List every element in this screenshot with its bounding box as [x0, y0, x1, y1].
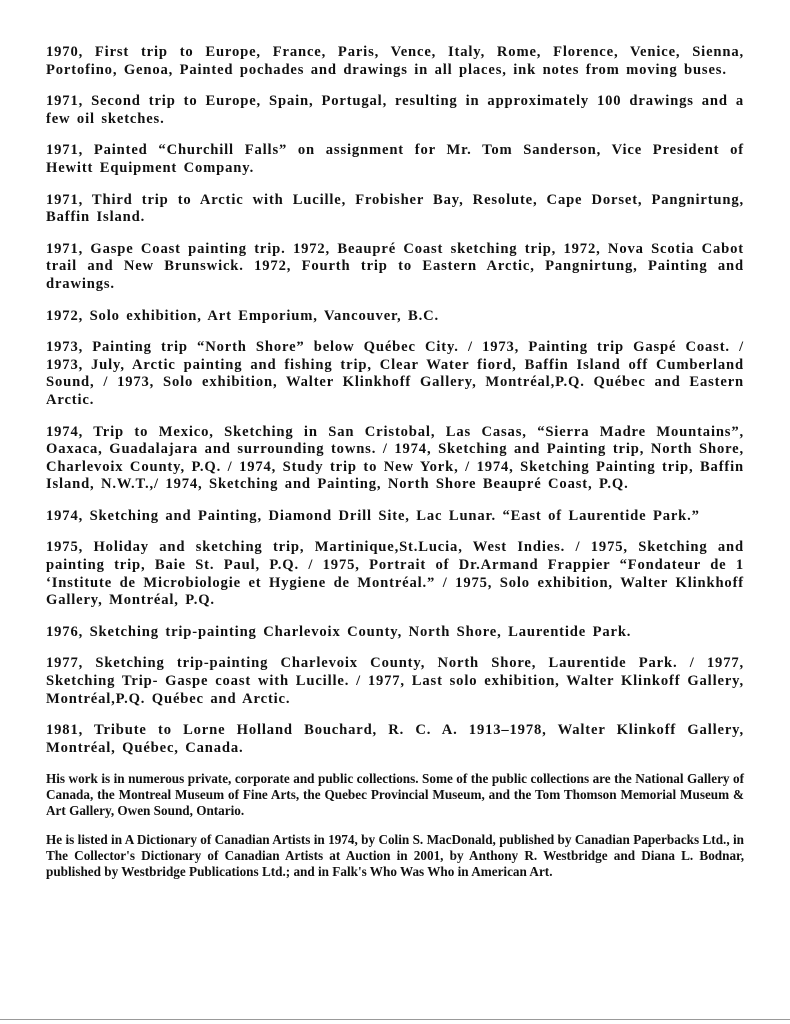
collections-paragraph: His work is in numerous private, corporate and public collections. Some of the public collections are the National Gallery of Canada, the Montreal Museum of Fine Arts, the Quebec Provincial Museum, and the Tom Thomson Memorial Museum & Art Gallery, Owen Sound, Ontario. — [46, 771, 744, 819]
entry-1971-gaspe: 1971, Gaspe Coast painting trip. 1972, Beaupré Coast sketching trip, 1972, Nova Scotia Cabot trail and New Brunswick. 1972, Fourth trip to Eastern Arctic, Pangnirtung, Painting and drawings. — [46, 240, 744, 292]
entry-1972-solo-exhibition: 1972, Solo exhibition, Art Emporium, Vancouver, B.C. — [46, 307, 439, 324]
listings-paragraph: He is listed in A Dictionary of Canadian Artists in 1974, by Colin S. MacDonald, published by Canadian Paperbacks Ltd., in The Collector's Dictionary of Canadian Artists at Auction in 2001, by Anthony R. Westbridge and Diana L. Bodnar, published by Westbridge Publications Ltd.; and in Falk's Who Was Who in American Art. — [46, 832, 744, 880]
document-page — [46, 44, 744, 893]
page-bottom-edge — [0, 1019, 790, 1020]
entry-1977-charlevoix: 1977, Sketching trip-painting Charlevoix County, North Shore, Laurentide Park. / 1977, Sketching Trip- Gaspe coast with Lucille. / 1977, Last solo exhibition, Walter Klinkoff Gallery, Montréal,P.Q. Québec and Arctic. — [46, 655, 744, 707]
entry-1976-charlevoix: 1976, Sketching trip-painting Charlevoix County, North Shore, Laurentide Park. — [46, 623, 632, 640]
entry-1975-west-indies: 1975, Holiday and sketching trip, Martinique,St.Lucia, West Indies. / 1975, Sketching and painting trip, Baie St. Paul, P.Q. / 1975, Portrait of Dr.Armand Frappier “Fondateur de 1 ‘Institute de Microbiologie et Hygiene de Montréal.” / 1975, Solo exhibition, Walter Klinkhoff Gallery, Montréal, P.Q. — [46, 539, 744, 609]
entry-1970-europe: 1970, First trip to Europe, France, Paris, Vence, Italy, Rome, Florence, Venice, Sienna, Portofino, Genoa, Painted pochades and drawings in all places, ink notes from moving buses. — [46, 44, 744, 78]
entry-1974-diamond-drill: 1974, Sketching and Painting, Diamond Drill Site, Lac Lunar. “East of Laurentide Park.” — [46, 507, 700, 524]
entry-1973-painting-trips: 1973, Painting trip “North Shore” below Québec City. / 1973, Painting trip Gaspé Coast. / 1973, July, Arctic painting and fishing trip, Clear Water fiord, Baffin Island off Cumberland Sound, / 1973, Solo exhibition, Walter Klinkhoff Gallery, Montréal,P.Q. Québec and Eastern Arctic. — [46, 339, 744, 408]
entry-1971-arctic: 1971, Third trip to Arctic with Lucille, Frobisher Bay, Resolute, Cape Dorset, Pangnirtung, Baffin Island. — [46, 191, 744, 226]
entry-1974-mexico: 1974, Trip to Mexico, Sketching in San Cristobal, Las Casas, “Sierra Madre Mountains”, Oaxaca, Guadalajara and surrounding towns. / 1974, Sketching and Painting trip, North Shore, Charlevoix County, P.Q. / 1974, Study trip to New York, / 1974, Sketching Painting trip, Baffin Island, N.W.T.,/ 1974, Sketching and Painting, North Shore Beaupré Coast, P.Q. — [46, 423, 744, 493]
entry-1981-tribute: 1981, Tribute to Lorne Holland Bouchard, R. C. A. 1913–1978, Walter Klinkoff Gallery, Montréal, Québec, Canada. — [46, 722, 744, 756]
entry-1971-spain-portugal: 1971, Second trip to Europe, Spain, Portugal, resulting in approximately 100 drawings and a few oil sketches. — [46, 93, 744, 127]
entry-1971-churchill-falls: 1971, Painted “Churchill Falls” on assignment for Mr. Tom Sanderson, Vice President of Hewitt Equipment Company. — [46, 142, 744, 176]
